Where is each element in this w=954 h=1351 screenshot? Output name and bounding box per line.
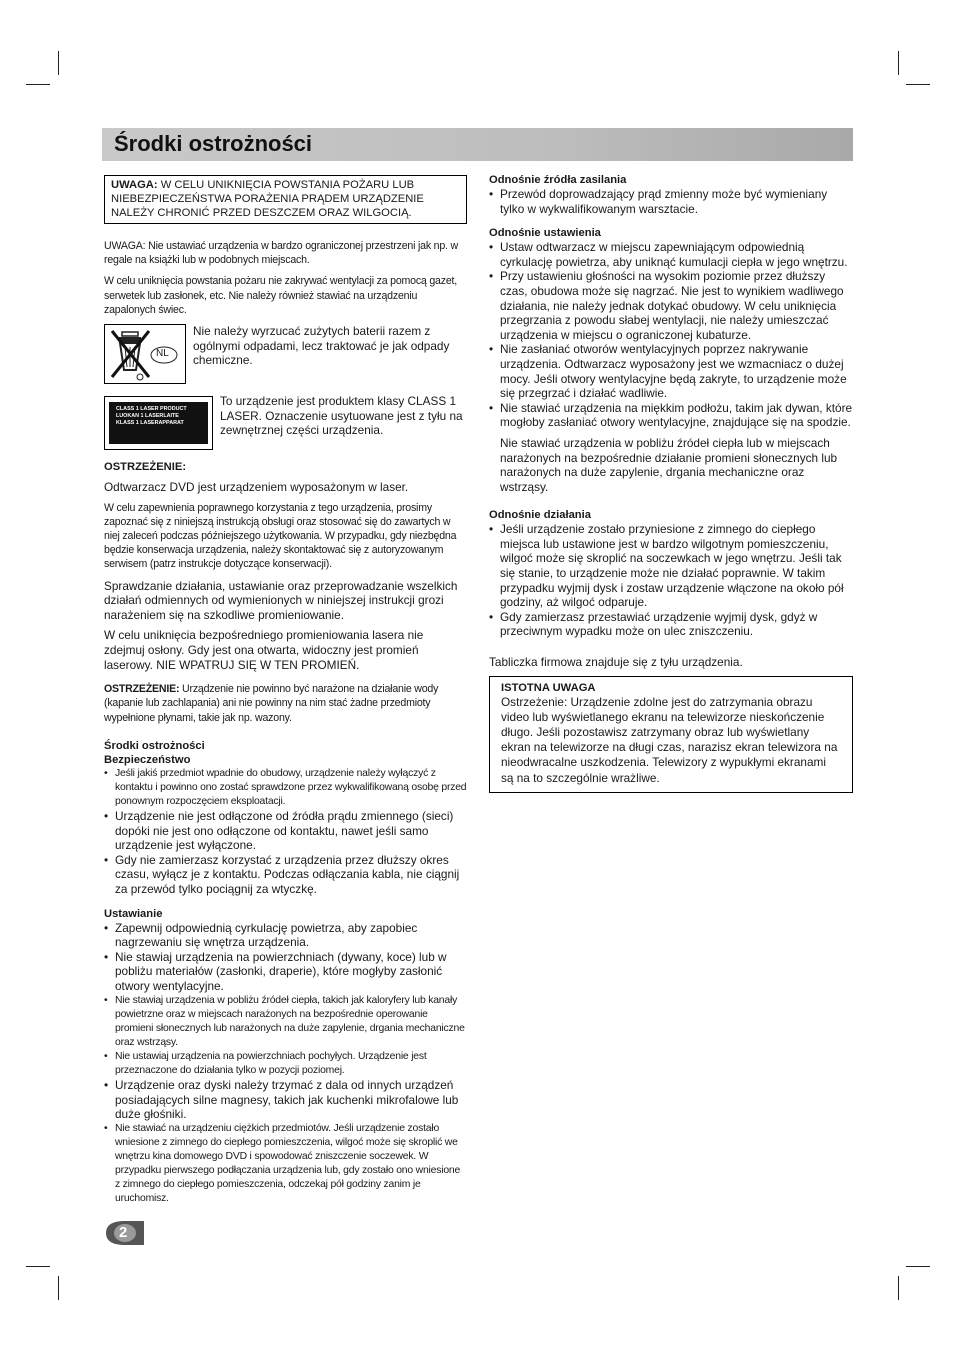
page-number-badge (104, 1220, 146, 1246)
important-note-box (489, 676, 853, 793)
caution-p2: W celu zapewnienia poprawnego korzystania z tego urządzenia, prosimy zapoznać się z niniejszą instrukcją obsługi oraz stosować się do zawartych w niej zaleceń podczas późniejszego użytkowania. W przypadku, gdy niezbędna będzie konserwacja urządzenia, należy skontaktować się z autoryzowanym serwisem (patrz instrukcje dotyczące konserwacji). (104, 501, 457, 571)
laser-class-label (104, 396, 213, 450)
section-header-bar (102, 128, 853, 161)
power-list (489, 187, 853, 216)
install-warning: UWAGA: Nie ustawiać urządzenia w bardzo ograniczonej przestrzeni jak np. w regale na książki lub w podobnych miejscach. (104, 240, 458, 267)
list-item: • Zapewnij odpowiednią cyrkulację powietrza, aby zapobiec nagrzewaniu się wnętrza urządzenia. (104, 921, 467, 950)
caution-p1: Odtwarzacz DVD jest urządzeniem wyposażonym w laser. (104, 480, 409, 495)
crop-mark (26, 1266, 50, 1267)
safety-list (104, 767, 467, 897)
list-item: • Przy ustawieniu głośności na wysokim poziomie przez dłuższy czas, obudowa może się nagrzać. Nie jest to wynikiem wadliwego działania, nie należy jednak dotykać obudowy. W celu uniknięcia przegrzania z powodu słabej wentylacji, nie należy umieszczać urządzenia w miejscu o ograniczonej kubaturze. (489, 269, 853, 342)
crop-mark (26, 84, 50, 85)
caution-p4: W celu uniknięcia bezpośredniego promieniowania lasera nie zdejmuj osłony. Gdy jest ona otwarta, widoczny jest promień laserowy. NIE WPATRUJ SIĘ W TEN PROMIEŃ. (104, 628, 424, 672)
list-item: • Nie ustawiaj urządzenia na powierzchniach pochyłych. Urządzenie jest przeznaczone do działania tylko w pozycji poziomej. (104, 1050, 467, 1078)
caution-p3: Sprawdzanie działania, ustawianie oraz przeprowadzanie wszelkich działań odmiennych od wymienionych w niniejszej instrukcji grozi narażeniem się na szkodliwe promieniowanie. (104, 578, 458, 622)
right-column (489, 173, 853, 793)
crop-mark (906, 84, 930, 85)
warning-text: W CELU UNIKNIĘCIA POWSTANIA POŻARU LUB NIEBEZPIECZEŃSTWA PORAŻENIA PRĄDEM URZĄDZENIE NALEŻY CHRONIĆ PRZED DESZCZEM ORAZ WILGOCIĄ. (111, 179, 424, 219)
nl-badge: NL (156, 348, 169, 360)
laser-label-plate (109, 402, 208, 444)
laser-text: To urządzenie jest produktem klasy CLASS 1 LASER. Oznaczenie usytuowane jest z tyłu na zewnętrznej części urządzenia. (220, 394, 463, 438)
install-extra: Nie stawiać urządzenia w pobliżu źródeł ciepła lub w miejscach narażonych na bezpośrednie działanie promieni słonecznych lub narażonych na duże zapylenie, drgania mechaniczne oraz wstrząsy. (500, 435, 838, 494)
list-item: • Nie zasłaniać otworów wentylacyjnych poprzez nakrywanie urządzenia. Odtwarzacz wyposażony jest we wzmacniacz o dużej mocy. Jeśli otwory wentylacyjne będą zakryte, to urządzenie może się przegrzać i działać wadliwie. (489, 342, 853, 400)
battery-notice (104, 324, 467, 384)
left-column (104, 175, 467, 1213)
crop-mark (898, 51, 899, 75)
list-item: • Nie stawiaj urządzenia na powierzchniach (dywany, koce) lub w pobliżu materiałów (zasłonki, draperie), które mogłyby zasłonić otwory wentylacyjne. (104, 950, 467, 994)
list-item: • Gdy zamierzasz przestawiać urządzenie wyjmij dysk, gdyż w przeciwnym wypadku może on ulec zniszczeniu. (489, 610, 853, 639)
caution-water (104, 682, 467, 725)
setup-heading: Ustawianie (104, 907, 163, 920)
setup-list (104, 921, 467, 1207)
list-item: • Urządzenie oraz dyski należy trzymać z dala od innych urządzeń posiadających silne magnesy, takich jak kuchenki mikrofalowe lub duże głośniki. (104, 1078, 467, 1122)
page-number: 2 (119, 1224, 128, 1241)
caution-heading: OSTRZEŻENIE: (104, 461, 187, 474)
page-title: Środki ostrożności (114, 131, 313, 156)
list-item: • Gdy nie zamierzasz korzystać z urządzenia przez dłuższy okres czasu, wyłącz je z kontaktu. Podczas odłączania kabla, nie ciągnij za przewód tylko pociągnij za wtyczkę. (104, 853, 467, 897)
laser-label-line: CLASS 1 LASER PRODUCT (116, 406, 187, 413)
nameplate-note: Tabliczka firmowa znajduje się z tyłu urządzenia. (489, 655, 743, 670)
power-heading: Odnośnie źródła zasilania (489, 174, 627, 186)
list-item: • Nie stawiać urządzenia na miękkim podłożu, takim jak dywan, które mogłoby zasłaniać otwory wentylacyjne, znajdujące się na spodzie. (489, 401, 853, 430)
important-heading: ISTOTNA UWAGA (501, 681, 596, 694)
laser-label-line: LUOKAN 1 LASERLAITE (116, 413, 179, 420)
crop-mark (898, 1276, 899, 1300)
safety-title: Środki ostrożności (104, 739, 205, 752)
warning-label: UWAGA: (111, 179, 158, 191)
install-list (489, 240, 853, 430)
safety-subtitle: Bezpieczeństwo (104, 753, 191, 766)
crop-mark (906, 1266, 930, 1267)
crop-mark (58, 51, 59, 75)
list-item: • Jeśli jakiś przedmiot wpadnie do obudowy, urządzenie należy wyłączyć z kontaktu i powinno ono zostać sprawdzone przez wykwalifikowaną osobę przed ponownym rozpoczęciem eksploatacji. (104, 767, 467, 809)
list-item: • Przewód doprowadzający prąd zmienny może być wymieniany tylko w wykwalifikowanym warsztacie. (489, 187, 853, 216)
laser-label-line: KLASS 1 LASERAPPARAT (116, 420, 184, 427)
list-item: • Nie stawiaj urządzenia w pobliżu źródeł ciepła, takich jak kaloryfery lub kanały powietrzne oraz w miejscach narażonych na bezpośrednie operowanie promieni słonecznych lub narażonych na duże zapylenie, drgania mechaniczne oraz wstrząsy. (104, 994, 467, 1050)
battery-text: Nie należy wyrzucać zużytych baterii razem z ogólnymi odpadami, lecz traktować je jak odpady chemiczne. (193, 324, 450, 368)
operation-heading: Odnośnie działania (489, 509, 591, 522)
important-text: Ostrzeżenie: Urządzenie zdolne jest do zatrzymania obrazu video lub wyświetlanego ekranu na telewizorze nieskończenie długo. Jeśli pozostawisz zatrzymany obraz lub wyświetlany ekran na telewizorze na długi czas, narazisz ekran telewizora na nieodwracalne uszkodzenia. Telewizory z wypukłymi ekranami są na to szczególnie wrażliwe. (501, 694, 838, 785)
list-item: • Jeśli urządzenie zostało przyniesione z zimnego do ciepłego miejsca lub ustawione jest w bardzo wilgotnym pomieszczeniu, wilgoć może się skroplić na soczewkach w jego wnętrzu. Jeśli tak się stanie, to urządzenie może nie działać poprawnie. W takim przypadku wyjmij dysk i zostaw urządzenie włączone na około pół godziny, aż wilgoć odparuje. (489, 522, 853, 610)
crossed-bin-icon (104, 324, 186, 384)
install-heading: Odnośnie ustawienia (489, 227, 601, 240)
vent-warning: W celu uniknięcia powstania pożaru nie zakrywać wentylacji za pomocą gazet, serwetek lub zasłonek, etc. Nie należy również stawiać na urządzeniu zapalonych świec. (104, 275, 458, 316)
caution-water-text: Urządzenie nie powinno być narażone na działanie wody (kapanie lub zachlapania) ani nie powinny na nim stać żadne przedmioty wypełnione płynami, takie jak np. wazony. (104, 683, 439, 724)
crop-mark (58, 1276, 59, 1300)
list-item: • Urządzenie nie jest odłączone od źródła prądu zmiennego (sieci) dopóki nie jest ono odłączone od kontaktu, nawet jeśli samo urządzenie jest wyłączone. (104, 809, 467, 853)
caution-water-label: OSTRZEŻENIE: (104, 683, 180, 696)
warning-box (104, 175, 467, 224)
operation-list (489, 522, 853, 639)
list-item: • Nie stawiać na urządzeniu ciężkich przedmiotów. Jeśli urządzenie zostało wniesione z zimnego do ciepłego pomieszczenia, wilgoć może się skroplić we wnętrzu kina domowego DVD i spowodować zniszczenie soczewek. W przypadku pierwszego podłączania urządzenia lub, gdy zostało ono wniesione z zimnego do ciepłego pomieszczenia, odczekaj pół godziny zanim je uruchomisz. (104, 1122, 467, 1207)
list-item: • Ustaw odtwarzacz w miejscu zapewniającym odpowiednią cyrkulację powietrza, aby uniknąć kumulacji ciepła w jego wnętrzu. (489, 240, 853, 269)
laser-notice (104, 394, 467, 450)
